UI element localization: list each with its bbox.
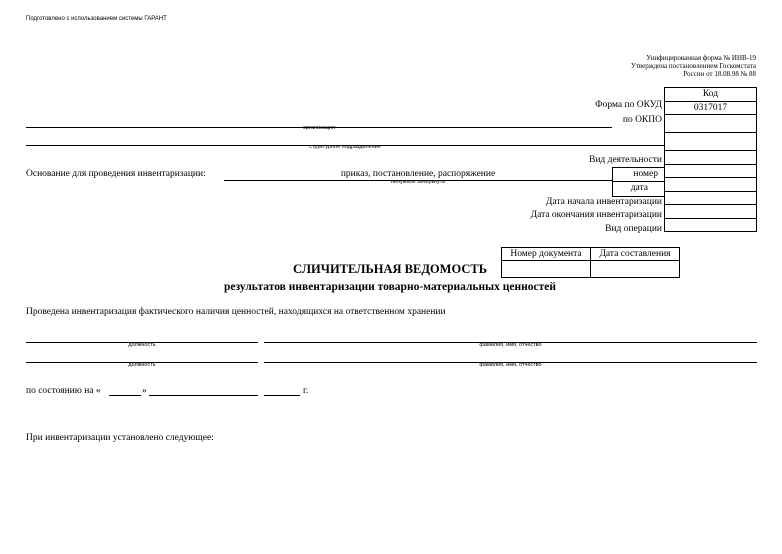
end-date-label: Дата окончания инвентаризации [530, 210, 662, 220]
position-caption-2: должность [128, 362, 156, 368]
name-caption-2: фамилия, имя, отчество [479, 362, 542, 368]
activity-code-cell[interactable] [665, 151, 757, 165]
form-header-line3: России от 18.08.98 № 88 [683, 70, 756, 78]
organization-caption: организация [303, 125, 335, 131]
okpo-code-cell[interactable] [665, 115, 757, 133]
end-date-cell[interactable] [665, 205, 757, 219]
conducted-text: Проведена инвентаризация фактического наличия ценностей, находящихся на ответственном хранении [26, 307, 446, 317]
form-header-line2: Утверждена постановлением Госкомстата [630, 62, 756, 70]
form-header-line1: Унифицированная форма № ИНВ-19 [646, 54, 756, 62]
doc-number-header: Номер документа [502, 248, 591, 261]
code-table [664, 87, 757, 232]
operation-type-label: Вид операции [605, 224, 662, 234]
okpo-label: по ОКПО [622, 115, 662, 125]
date-code-cell[interactable] [665, 178, 757, 192]
basis-label: Основание для проведения инвентаризации: [26, 169, 206, 179]
form-header [631, 54, 756, 78]
year-suffix: г. [303, 386, 309, 396]
as-of-month-line[interactable] [149, 395, 258, 396]
position-caption-1: должность [128, 342, 156, 348]
established-text: При инвентаризации установлено следующее: [26, 433, 214, 443]
basis-caption: ненужное зачеркнуть [390, 179, 446, 185]
start-date-label: Дата начала инвентаризации [545, 197, 662, 207]
prepared-note: Подготовлено с использованием системы ГАРАНТ [26, 16, 167, 22]
okud-code-cell[interactable]: 0317017 [665, 101, 757, 115]
activity-type-label: Вид деятельности [588, 155, 662, 165]
document-title: СЛИЧИТЕЛЬНАЯ ВЕДОМОСТЬ [293, 262, 487, 276]
date-label: дата [630, 183, 648, 193]
doc-date-cell[interactable] [591, 261, 680, 278]
name-caption-1: фамилия, имя, отчество [479, 342, 542, 348]
document-subtitle: результатов инвентаризации товарно-материальных ценностей [224, 281, 556, 293]
blank-code-cell-1[interactable] [665, 133, 757, 151]
doc-date-header: Дата составления [591, 248, 680, 261]
as-of-year-line[interactable] [264, 395, 300, 396]
as-of-prefix: по состоянию на « [26, 386, 101, 396]
start-date-cell[interactable] [665, 191, 757, 205]
code-header: Код [665, 88, 757, 102]
as-of-mid: » [142, 386, 147, 396]
operation-type-cell[interactable] [665, 218, 757, 232]
number-label: номер [633, 169, 658, 179]
as-of-day-line[interactable] [109, 395, 141, 396]
basis-value: приказ, постановление, распоряжение [340, 169, 496, 179]
number-code-cell[interactable] [665, 164, 757, 178]
division-caption: структурное подразделение [309, 144, 381, 150]
okud-label: Форма по ОКУД [595, 100, 662, 110]
